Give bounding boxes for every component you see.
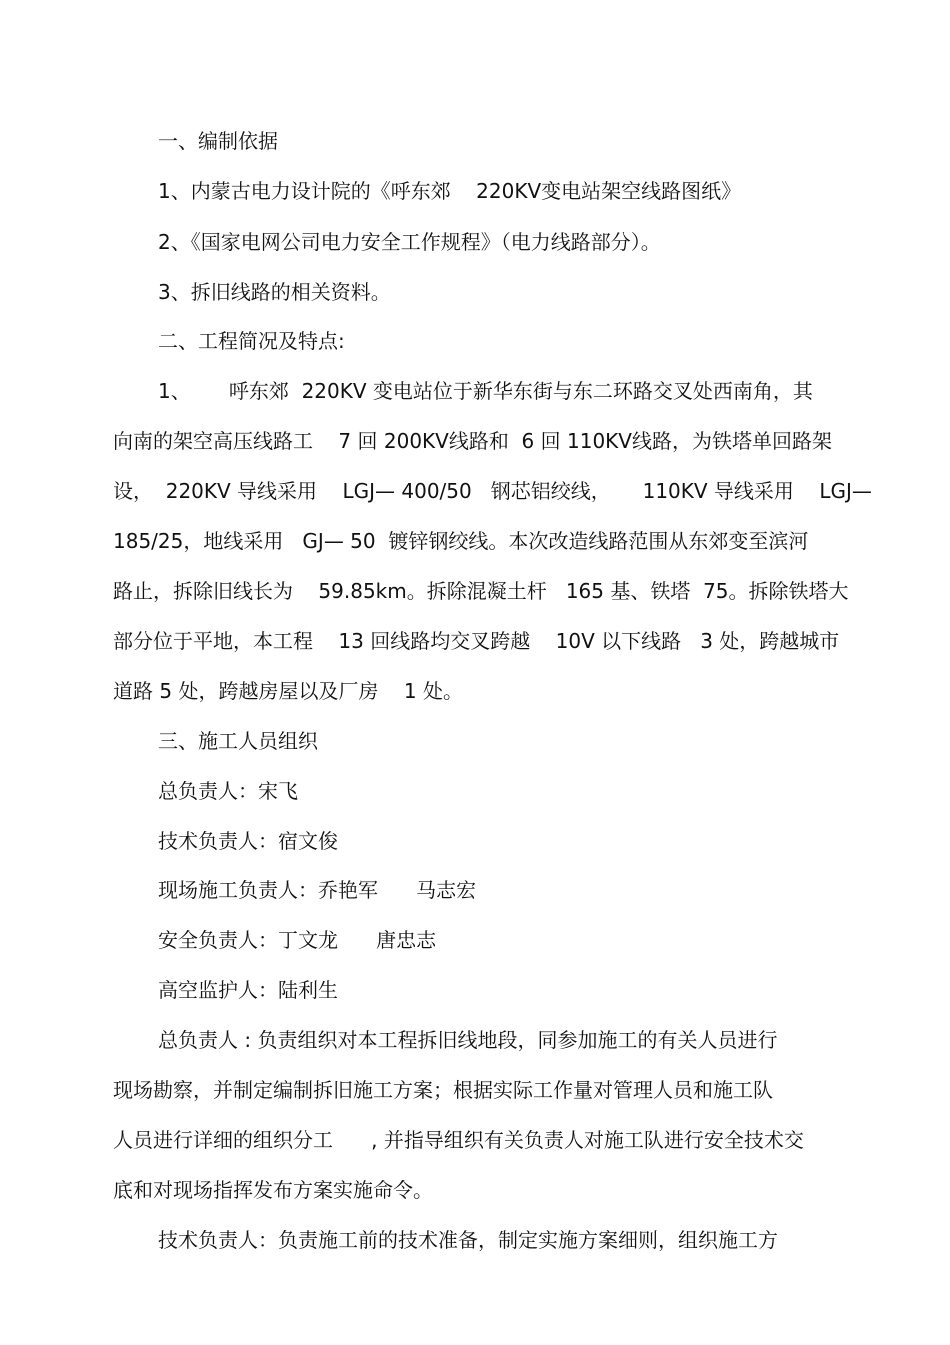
basis-item-1: 1、内蒙古电力设计院的《呼东郊 220KV变电站架空线路图纸》	[158, 179, 742, 203]
personnel-general-lead: 总负责人：宋飞	[158, 779, 298, 803]
basis-item-3: 3、拆旧线路的相关资料。	[158, 280, 391, 304]
overview-paragraph-line: 道路 5 处，跨越房屋以及厂房 1 处。	[113, 679, 463, 703]
heading-personnel: 三、施工人员组织	[158, 729, 318, 753]
duty-paragraph-line: 现场勘察，并制定编制拆旧施工方案；根据实际工作量对管理人员和施工队	[113, 1078, 773, 1102]
personnel-technical-lead: 技术负责人：宿文俊	[158, 829, 338, 853]
duty-paragraph-line: 底和对现场指挥发布方案实施命令。	[113, 1178, 433, 1202]
heading-basis: 一、编制依据	[158, 129, 278, 153]
overview-paragraph-line: 185/25，地线采用 GJ— 50 镀锌钢绞线。本次改造线路范围从东郊变至滨河	[113, 529, 809, 553]
overview-paragraph-line: 1、 呼东郊 220KV 变电站位于新华东街与东二环路交叉处西南角，其	[158, 379, 813, 403]
overview-paragraph-line: 部分位于平地，本工程 13 回线路均交叉跨越 10V 以下线路 3 处，跨越城市	[113, 629, 840, 653]
duty-paragraph-line: 总负责人 : 负责组织对本工程拆旧线地段，同参加施工的有关人员进行	[158, 1028, 778, 1052]
duty-paragraph-line: 人员进行详细的组织分工 , 并指导组织有关负责人对施工队进行安全技术交	[113, 1128, 804, 1152]
personnel-height-supervisor: 高空监护人：陆利生	[158, 978, 338, 1002]
personnel-safety-lead: 安全负责人：丁文龙 唐忠志	[158, 928, 437, 952]
basis-item-2: 2、《国家电网公司电力安全工作规程》（电力线路部分）。	[158, 230, 661, 254]
overview-paragraph-line: 向南的架空高压线路工 7 回 200KV线路和 6 回 110KV线路，为铁塔单回路架	[113, 429, 832, 453]
overview-paragraph-line: 设， 220KV 导线采用 LGJ— 400/50 钢芯铝绞线， 110KV 导线采用 LGJ—	[113, 479, 872, 503]
duty-paragraph-line: 技术负责人：负责施工前的技术准备，制定实施方案细则，组织施工方	[158, 1228, 778, 1252]
overview-paragraph-line: 路止，拆除旧线长为 59.85km。拆除混凝土杆 165 基、铁塔 75。拆除铁塔大	[113, 579, 849, 603]
personnel-site-lead: 现场施工负责人：乔艳军 马志宏	[158, 878, 477, 902]
heading-overview: 二、工程简况及特点:	[158, 329, 345, 353]
